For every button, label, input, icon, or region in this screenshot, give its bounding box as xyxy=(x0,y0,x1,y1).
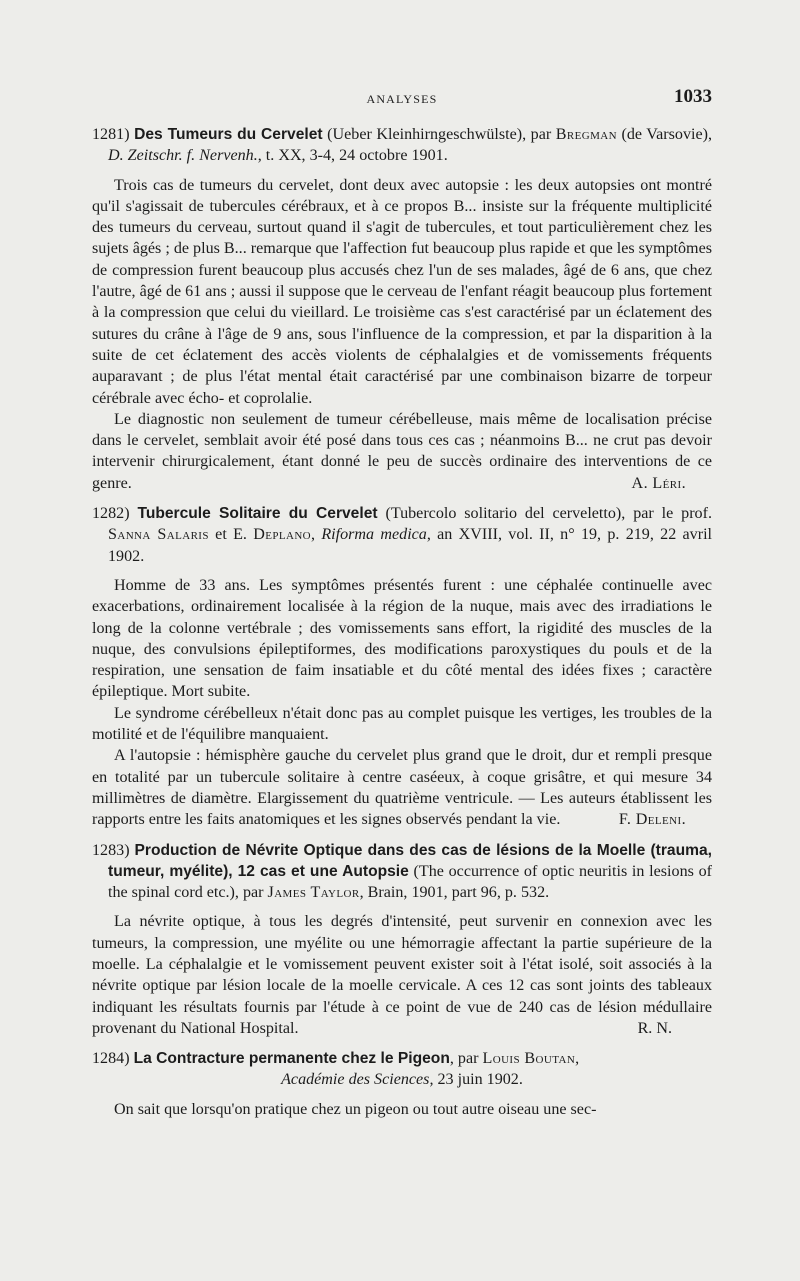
paragraph-text: Le diagnostic non seulement de tumeur cérébelleuse, mais même de localisation précise dans le cervelet, semblait avoir été posé dans tous ces cas ; néanmoins B... ne crut pas devoir intervenir chirurgicalement, étant donné le peu de succès ordinaire des interventions de ce genre. xyxy=(92,410,712,492)
paragraph-text: A l'autopsie : hémisphère gauche du cervelet plus grand que le droit, dur et rempli presque en totalité par un tubercule solitaire à centre caséeux, à coque grisâtre, et qui mesure 34 millimètres de diamètre. Elargissement du quatrième ventricule. — Les auteurs établissent les rapports entre les faits anatomiques et les signes observés pendant la vie. xyxy=(92,747,712,829)
reference-text: 23 juin 1902. xyxy=(433,1071,523,1089)
page-number: 1033 xyxy=(674,86,712,107)
journal-name: Riforma medica xyxy=(321,526,427,544)
reference-text: , Brain, 1901, part 96, p. 532. xyxy=(359,884,550,902)
paragraph: On sait que lorsqu'on pratique chez un pigeon ou tout autre oiseau une sec- xyxy=(114,1100,597,1118)
signature: F. Deleni. xyxy=(618,811,686,829)
signature: A. Léri. xyxy=(631,474,686,492)
paragraph: Le syndrome cérébelleux n'était donc pas au complet puisque les vertiges, les troubles de la motilité et de l'équilibre manquaient. xyxy=(92,704,712,744)
paragraph-with-signature xyxy=(92,409,712,494)
author-name: Deplano xyxy=(253,526,312,544)
article-title: Des Tumeurs du Cervelet xyxy=(134,126,323,143)
reference-text: , xyxy=(575,1050,580,1068)
article-number: 1283) xyxy=(92,841,130,859)
page-header xyxy=(92,86,712,116)
article-number: 1281) xyxy=(92,126,130,143)
paragraph-with-signature xyxy=(92,745,712,830)
article-title: La Contracture permanente chez le Pigeon xyxy=(133,1050,450,1068)
paragraph-with-signature xyxy=(92,911,712,1039)
article-number: 1282) xyxy=(92,505,130,523)
article-title: Production de Névrite Optique dans des cas de lésions de la Moelle (trauma, tumeur, myélite), 12 cas et une Autopsie xyxy=(108,841,712,880)
reference-text: (de Varsovie), xyxy=(616,126,713,143)
reference-text: , t. XX, 3-4, 24 octobre 1901. xyxy=(257,147,448,165)
article-body-1282 xyxy=(92,575,712,831)
reference-text: (Tubercolo solitario del cerveletto), par le prof. xyxy=(377,505,712,523)
running-title: ANALYSES xyxy=(366,92,438,106)
article-body-1281 xyxy=(92,175,712,494)
reference-line xyxy=(92,1069,712,1090)
article-number: 1284) xyxy=(92,1050,130,1068)
journal-name: D. Zeitschr. f. Nervenh. xyxy=(108,147,258,165)
article-heading-1281 xyxy=(92,124,712,167)
page-content xyxy=(92,124,712,1120)
signature: R. N. xyxy=(637,1019,672,1037)
author-name: James Taylor xyxy=(267,884,360,902)
paragraph: Trois cas de tumeurs du cervelet, dont deux avec autopsie : les deux autopsies ont montré qu'il s'agissait de tubercules cérébraux, et à ce propos B... insiste sur la fréquente multiplicité des tumeurs du cerveau, surtout quand il s'agit de tubercules, et tout particulièrement chez les sujets âgés ; de plus B... remarque que l'affection fut beaucoup plus rapide et que les symptômes de compression furent beaucoup plus accusés chez l'un de ses malades, âgé de 6 ans, que chez l'autre, âgé de 61 ans ; aussi il suppose que le cerveau de l'enfant réagit beaucoup plus fortement à la compression que celui du vieillard. Le troisième cas s'est caractérisé par un éclatement des sutures du crâne à l'âge de 9 ans, sous l'influence de la compression, et par la disparition à la suite de cet éclatement des accès violents de céphalalgies et de vomissements fréquents auparavant ; de plus l'état mental était caractérisé par une combinaison bizarre de torpeur cérébrale avec écho- et coprolalie. xyxy=(92,176,712,407)
author-name: Louis Boutan xyxy=(482,1050,576,1068)
reference-text: , an XVIII, vol. II, n° 19, p. 219, 22 avril 1902. xyxy=(108,526,713,565)
author-name: Sanna Salaris xyxy=(108,526,209,544)
reference-text: (Ueber Kleinhirngeschwülste), par xyxy=(322,126,556,143)
article-body-1283 xyxy=(92,911,712,1039)
reference-text: (The occurrence of optic neuritis in lesions of the spinal cord etc.), par xyxy=(108,862,712,902)
reference-text: , xyxy=(311,526,322,544)
article-heading-1282 xyxy=(92,503,712,567)
paragraph: Homme de 33 ans. Les symptômes présentés furent : une céphalée continuelle avec exacerbations, ordinairement localisée à la région de la nuque, mais avec des irradiations le long de la colonne vertébrale ; des vomissements sans effort, la rigidité des muscles de la nuque, des convulsions épileptiformes, des modifications paroxystiques du pouls et de la respiration, une sensation de faim insatiable et du côté mental des idées fixes ; caractère épileptique. Mort subite. xyxy=(92,576,712,701)
article-heading-1284 xyxy=(92,1048,712,1091)
paragraph-text: La névrite optique, à tous les degrés d'intensité, peut survenir en connexion avec les tumeurs, la compression, une myélite ou une hémorragie affectant la partie supérieure de la moelle. La céphalalgie et le vomissement peuvent exister soit à l'état isolé, soit associés à la névrite optique par lésion locale de la moelle cervicale. A ces 12 cas sont joints des tableaux indiquant les résultats fournis par l'étude à ce point de vue de 240 cas de lésion médullaire provenant du National Hospital. xyxy=(92,913,712,1037)
reference-text: et E. xyxy=(208,526,254,544)
article-heading-1283 xyxy=(92,840,712,904)
author-name: Bregman xyxy=(555,126,617,143)
article-title: Tubercule Solitaire du Cervelet xyxy=(137,505,378,523)
reference-text: , par xyxy=(449,1050,483,1068)
journal-name: Académie des Sciences, xyxy=(281,1071,434,1089)
article-body-1284 xyxy=(92,1099,712,1120)
